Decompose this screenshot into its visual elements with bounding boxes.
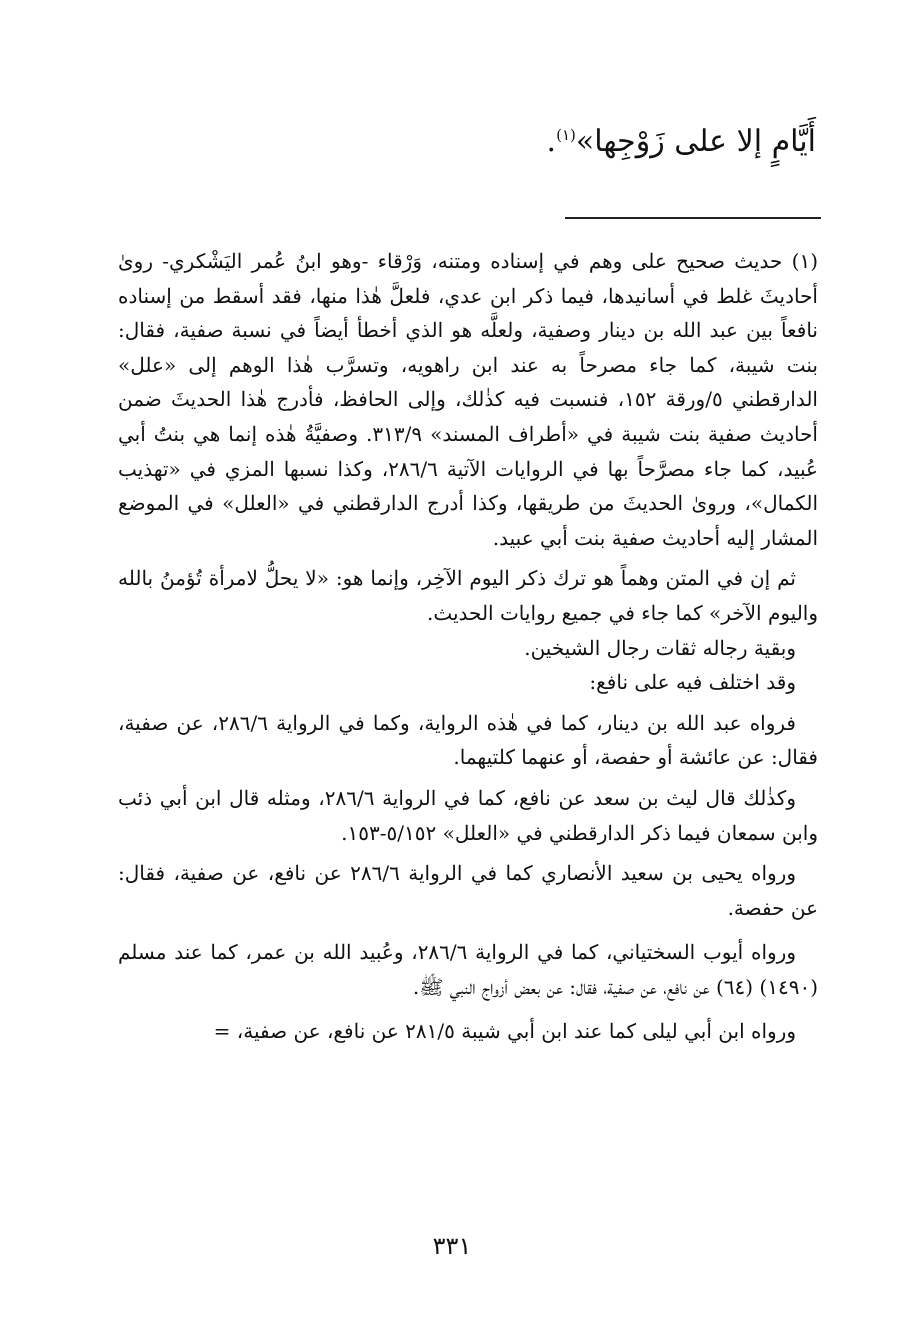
main-text-line [116, 118, 816, 166]
footnotes-block [118, 244, 818, 1049]
main-text-end: . [546, 124, 557, 159]
footnote-paragraph-6: وكذٰلك قال ليث بن سعد عن نافع، كما في الرواية ٢٨٦/٦، ومثله قال ابن أبي ذئب وابن سمعان فيما ذكر الدارقطني في «العلل» ٥/١٥٢-١٥٣. [118, 785, 818, 845]
footnote-marker: (١) [556, 126, 576, 144]
footnote-paragraph-1: (١) حديث صحيح على وهم في إسناده ومتنه، وَرْقاء -وهو ابنُ عُمر اليَشْكري- روىٰ أحاديثَ غلط في أسانيدها، فيما ذكر ابن عدي، فلعلَّ هٰذا منها، فقد أسقط من إسناده نافعاً بين عبد الله بن دينار وصفية، ولعلَّه هو الذي أخطأ أيضاً في نسبة صفية، فقال: بنت شيبة، كما جاء مصرحاً به عند ابن راهويه، وتسرَّب هٰذا الوهم إلى «علل» الدارقطني ٥/ورقة ١٥٢، فنسبت فيه كذٰلك، وإلى الحافظ، فأدرج هٰذا الحديثَ ضمن أحاديث صفية بنت شيبة في «أطراف المسند» ٣١٣/٩. وصفيَّةُ هٰذه إنما هي بنتُ أبي عُبيد، كما جاء مصرَّحاً بها في الروايات الآتية ٢٨٦/٦، وكذا نسبها المزي في «تهذيب الكمال»، وروىٰ الحديثَ من طريقها، وكذا أدرج الدارقطني في «العلل» في الموضع المشار إليه أحاديث صفية بنت أبي عبيد. [118, 249, 818, 550]
footnote-paragraph-2: ثم إن في المتن وهماً هو ترك ذكر اليوم الآخِر، وإنما هو: «لا يحلُّ لامرأة تُؤمنُ بالله واليوم الآخر» كما جاء في جميع روايات الحديث. [118, 566, 818, 625]
main-text: أَيَّامٍ إلا على زَوْجِها» [575, 124, 816, 159]
footnote-paragraph-8: ورواه أيوب السختياني، كما في الرواية ٢٨٦/٦، وعُبيد الله بن عمر، كما عند مسلم (١٤٩٠) (٦٤) عن نافع، عن صفية، فقال: عن بعض أزواج النبي ﷺ. [118, 940, 818, 999]
footnote-paragraph-9: ورواه ابن أبي ليلى كما عند ابن أبي شيبة ٢٨١/٥ عن نافع، عن صفية، = [213, 1019, 796, 1044]
footnote-paragraph-4: وقد اختلف فيه على نافع: [589, 670, 796, 695]
footnote-paragraph-5: فرواه عبد الله بن دينار، كما في هٰذه الرواية، وكما في الرواية ٢٨٦/٦، عن صفية، فقال: عن عائشة أو حفصة، أو عنهما كلتيهما. [118, 710, 818, 770]
footnote-separator [565, 217, 821, 219]
footnote-paragraph-7: ورواه يحيى بن سعيد الأنصاري كما في الرواية ٢٨٦/٦ عن نافع، عن صفية، فقال: عن حفصة. [118, 861, 818, 920]
footnote-paragraph-3: وبقية رجاله ثقات رجال الشيخين. [524, 635, 796, 660]
page-number: ٣٣١ [432, 1232, 472, 1260]
